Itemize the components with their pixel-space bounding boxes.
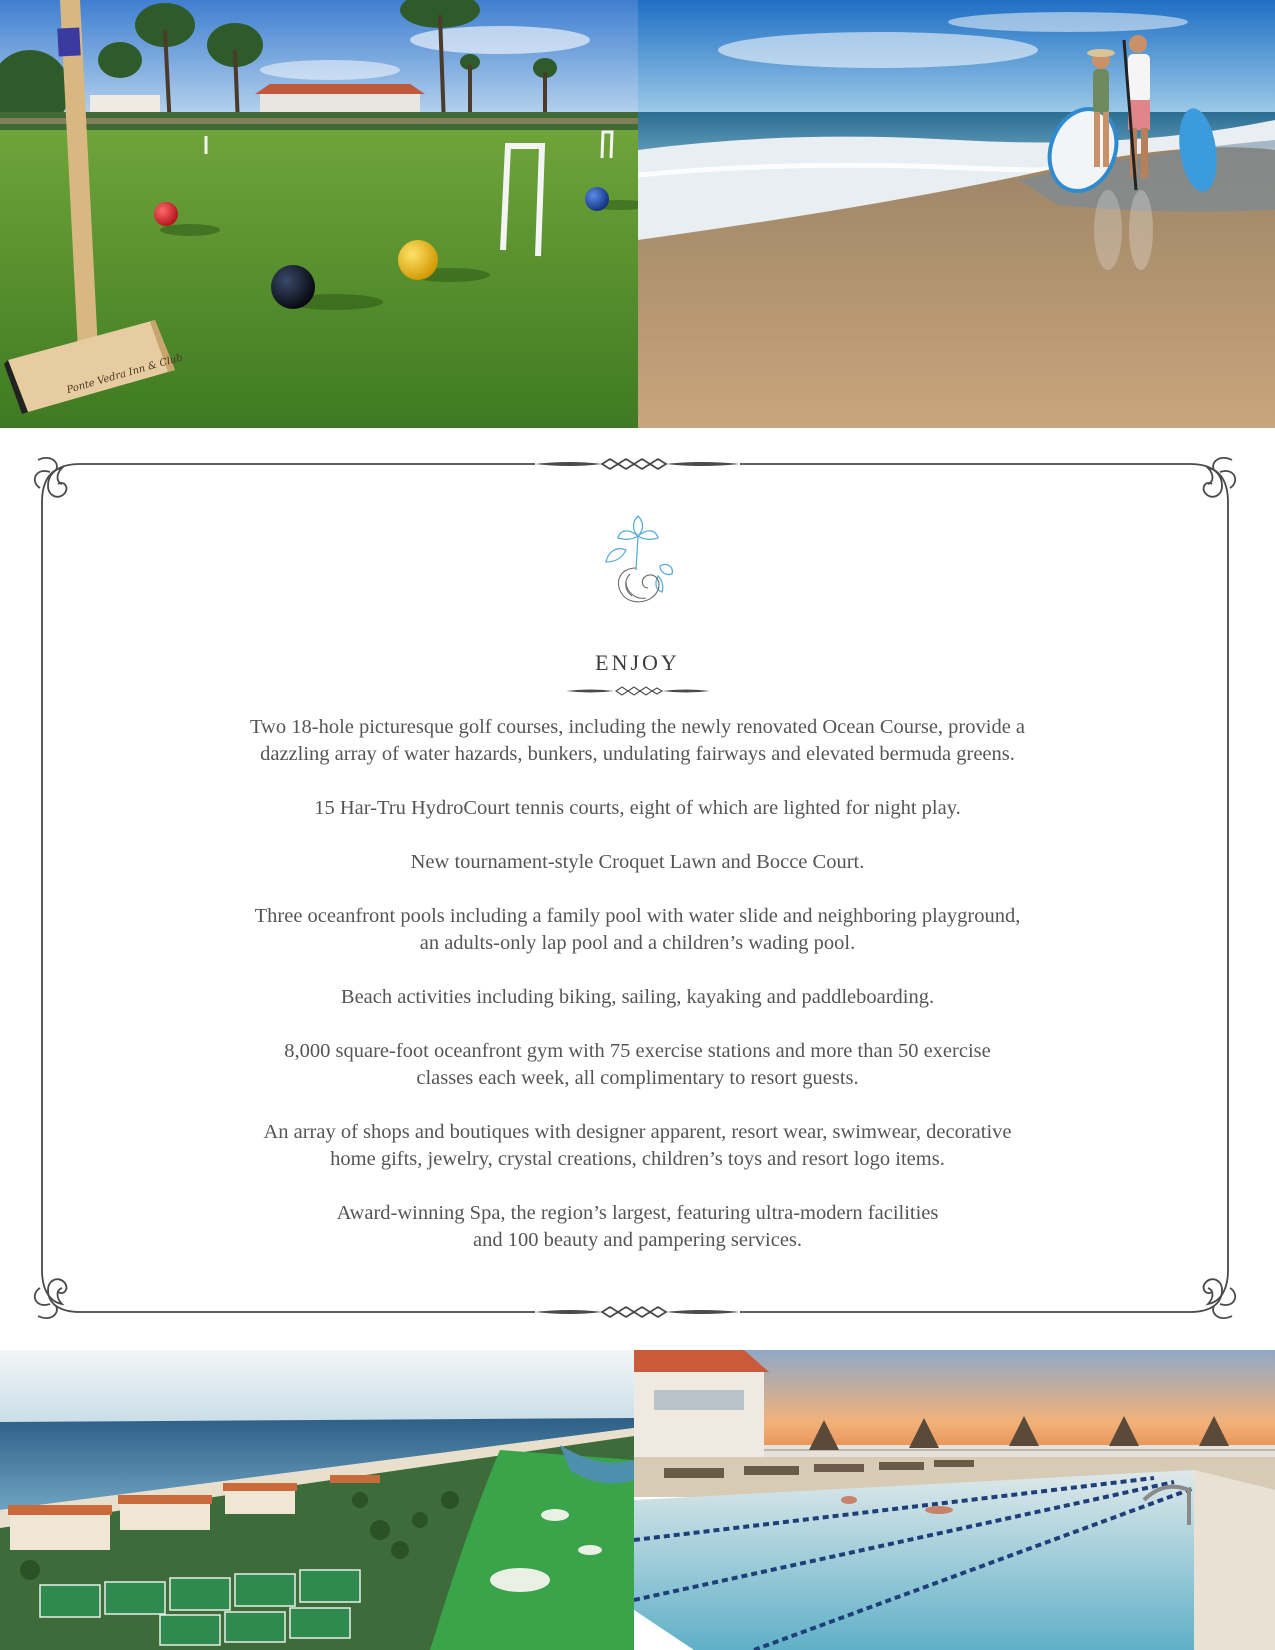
- croquet-lawn-photo: [0, 0, 638, 428]
- mallet-engraving: Ponte Vedra Inn & Club: [65, 352, 185, 397]
- enjoy-content: [120, 510, 1155, 1281]
- feature-shops: An array of shops and boutiques with designer apparent, resort wear, swimwear, decorative home gifts, jewelry, crystal creations, children’s toys and resort logo items.: [263, 1121, 1012, 1170]
- feature-beach: Beach activities including biking, sailing, kayaking and paddleboarding.: [340, 986, 935, 1008]
- beach-paddleboard-photo: [638, 0, 1275, 428]
- feature-tennis: 15 Har-Tru HydroCourt tennis courts, eight of which are lighted for night play.: [314, 797, 961, 819]
- heading-divider-ornament: [566, 684, 710, 698]
- section-heading: ENJOY: [595, 650, 680, 675]
- lap-pool-sunset-photo: [634, 1350, 1275, 1650]
- feature-golf: Two 18-hole picturesque golf courses, including the newly renovated Ocean Course, provide a dazzling array of water hazards, bunkers, undulating fairways and elevated bermuda greens.: [249, 716, 1026, 765]
- feature-gym: 8,000 square-foot oceanfront gym with 75 exercise stations and more than 50 exercise classes each week, all complimentary to resort guests.: [284, 1040, 991, 1089]
- aerial-resort-photo: [0, 1350, 634, 1650]
- feature-spa: Award-winning Spa, the region’s largest, featuring ultra-modern facilities and 100 beauty and pampering services.: [336, 1202, 939, 1251]
- floral-shell-emblem-icon: [596, 510, 680, 610]
- feature-list: [120, 714, 1155, 1254]
- feature-pools: Three oceanfront pools including a family pool with water slide and neighboring playground, an adults-only lap pool and a children’s wading pool.: [254, 905, 1021, 954]
- feature-croquet: New tournament-style Croquet Lawn and Bocce Court.: [410, 851, 865, 873]
